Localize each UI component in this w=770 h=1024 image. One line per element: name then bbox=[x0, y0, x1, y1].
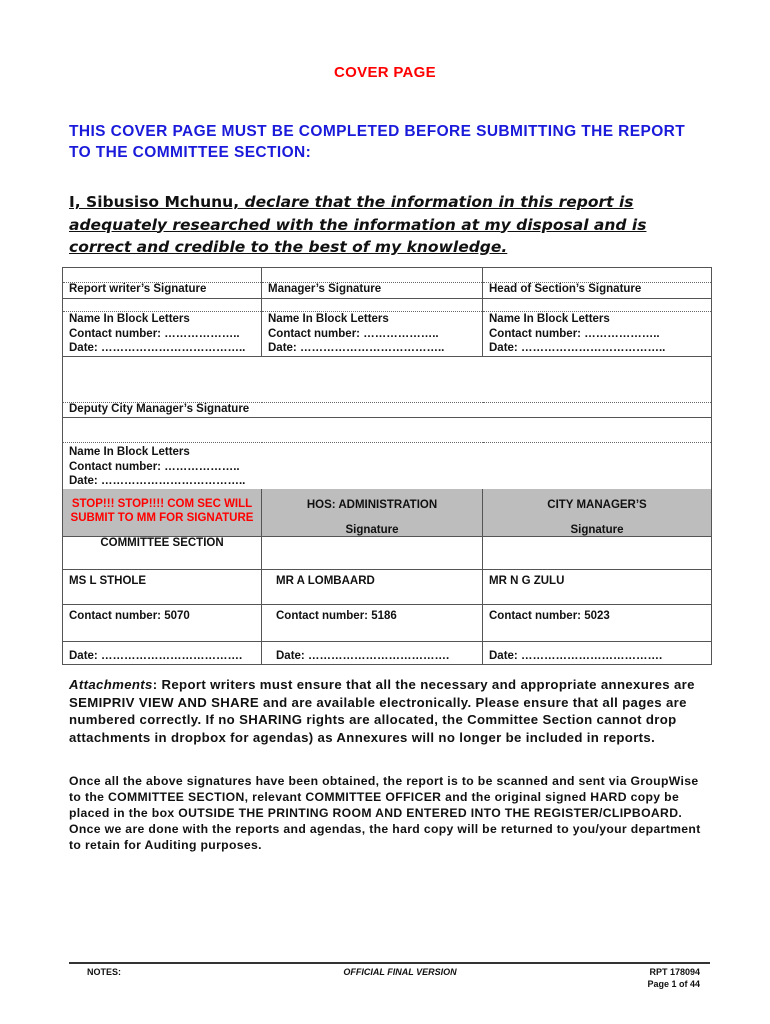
date-label: Date: ……………………………….. bbox=[268, 342, 445, 354]
hos-name: MR A LOMBAARD bbox=[262, 570, 483, 605]
city-manager-signature-space bbox=[483, 537, 712, 570]
report-writer-details bbox=[63, 312, 262, 357]
committee-name: MS L STHOLE bbox=[63, 570, 262, 605]
footer-divider bbox=[69, 962, 710, 964]
attachments-note bbox=[69, 676, 709, 746]
report-writer-signature-header: Report writer’s Signature bbox=[63, 283, 262, 299]
date-label: Date: ……………………………….. bbox=[69, 475, 246, 487]
date-label: Date: ……………………………….. bbox=[489, 342, 666, 354]
city-manager-date: Date: ………………………………. bbox=[483, 642, 712, 665]
deputy-details bbox=[63, 443, 712, 489]
manager-signature-header: Manager’s Signature bbox=[262, 283, 483, 299]
city-manager-cell bbox=[483, 497, 712, 537]
instruction-heading: THIS COVER PAGE MUST BE COMPLETED BEFORE SUBMITTING THE REPORT TO THE COMMITTEE SECTION: bbox=[69, 123, 686, 161]
manager-details bbox=[262, 312, 483, 357]
footer-page-number: Page 1 of 44 bbox=[647, 979, 700, 989]
name-label: Name In Block Letters bbox=[489, 313, 610, 325]
attachments-text: : Report writers must ensure that all the necessary and appropriate annexures are SEMIPRIV VIEW AND SHARE and are available electronically. Please ensure that all pages are numbered correctly. If no SHARING rights are allocated, the Committee Section cannot drop attachments in dropbox for agendas) as Annexures will no longer be included in reports. bbox=[69, 677, 695, 745]
footer-notes: NOTES: bbox=[87, 967, 122, 977]
city-manager-signature-label: Signature bbox=[570, 523, 624, 536]
attachments-label: Attachments bbox=[69, 677, 153, 692]
committee-section-label: COMMITTEE SECTION bbox=[63, 537, 262, 570]
hos-contact: Contact number: 5186 bbox=[262, 605, 483, 642]
city-manager-header: CITY MANAGER’S bbox=[547, 498, 647, 511]
hos-administration-cell bbox=[262, 497, 483, 537]
name-label: Name In Block Letters bbox=[268, 313, 389, 325]
deputy-city-manager-signature-header: Deputy City Manager’s Signature bbox=[63, 403, 712, 418]
submission-instructions: Once all the above signatures have been obtained, the report is to be scanned and sent via GroupWise to the COMMITTEE SECTION, relevant COMMITTEE OFFICER and the original signed HARD copy be placed in the box OUTSIDE THE PRINTING ROOM AND ENTERED INTO THE REGISTER/CLIPBOARD. Once we are done with the reports and agendas, the hard copy will be returned to you/your department to retain for Auditing purposes. bbox=[69, 774, 701, 852]
hos-administration-header: HOS: ADMINISTRATION bbox=[306, 498, 438, 511]
head-of-section-signature-header: Head of Section’s Signature bbox=[483, 283, 712, 299]
hos-signature-label: Signature bbox=[345, 523, 399, 536]
committee-contact: Contact number: 5070 bbox=[63, 605, 262, 642]
hos-date: Date: ………………………………. bbox=[262, 642, 483, 665]
contact-label: Contact number: ……………….. bbox=[489, 327, 660, 340]
city-manager-name: MR N G ZULU bbox=[483, 570, 712, 605]
committee-date: Date: ………………………………. bbox=[63, 642, 262, 665]
deputy-signature-space bbox=[63, 357, 712, 403]
declaration-text: declare that the information in this report is adequately researched with the information at my disposal and is correct and credible to the best of my knowledge. bbox=[69, 193, 647, 256]
contact-label: Contact number: ……………….. bbox=[69, 327, 240, 340]
declaration-statement bbox=[69, 191, 709, 259]
page-title: COVER PAGE bbox=[334, 64, 436, 81]
footer-report-id: RPT 178094 bbox=[649, 967, 700, 977]
name-label: Name In Block Letters bbox=[69, 313, 190, 325]
contact-label: Contact number: ……………….. bbox=[268, 327, 439, 340]
signature-table bbox=[62, 267, 712, 665]
hos-signature-space bbox=[262, 537, 483, 570]
name-label: Name In Block Letters bbox=[69, 446, 190, 458]
declarant-name: I, Sibusiso Mchunu, bbox=[69, 193, 240, 211]
stop-warning: STOP!!! STOP!!!! COM SEC WILL SUBMIT TO MM FOR SIGNATURE bbox=[63, 497, 262, 537]
date-label: Date: ……………………………….. bbox=[69, 342, 246, 354]
footer-version: OFFICIAL FINAL VERSION bbox=[343, 967, 457, 977]
head-of-section-details bbox=[483, 312, 712, 357]
contact-label: Contact number: ……………….. bbox=[69, 460, 240, 473]
city-manager-contact: Contact number: 5023 bbox=[483, 605, 712, 642]
